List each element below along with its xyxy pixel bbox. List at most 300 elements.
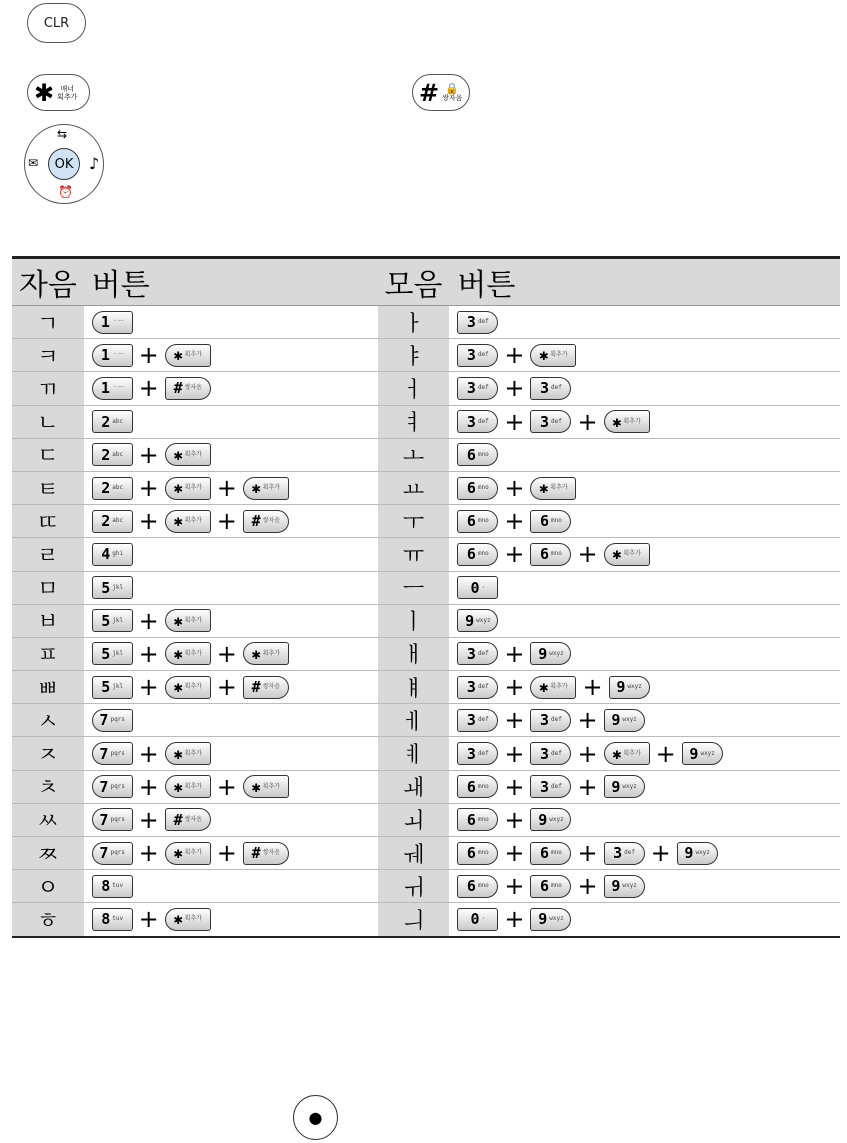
table-body	[12, 306, 840, 937]
star-key-icon: ✱ 획추가	[165, 775, 211, 798]
table-row	[12, 405, 840, 438]
key-1-icon: 1 ㆍㅡ	[92, 344, 133, 367]
key-7-icon: 7 pqrs	[92, 742, 133, 765]
key-2-icon: 2 abc	[92, 410, 133, 433]
key-3-icon: 3 def	[530, 410, 571, 433]
star-key-icon: ✱ 획추가	[165, 742, 211, 765]
star-key-icon: ✱ 획추가	[604, 742, 650, 765]
plus-sign: +	[138, 739, 159, 768]
key-digit: 5	[101, 578, 111, 597]
consonant-cell: ㅊ	[12, 770, 84, 803]
key-3-icon: 3 def	[457, 377, 498, 400]
consonant-cell: ㅆ	[12, 803, 84, 836]
table-row	[12, 339, 840, 372]
loop-icon: ⇆	[57, 127, 68, 141]
hash-key-icon: # 쌍자음	[243, 510, 289, 533]
consonant-cell: ㄲ	[12, 372, 84, 405]
plus-sign: +	[577, 772, 598, 801]
key-7-icon: 7 pqrs	[92, 709, 133, 732]
key-6-icon: 6 mno	[457, 510, 498, 533]
ok-key	[48, 148, 80, 180]
table-row	[12, 870, 840, 903]
plus-sign: +	[577, 872, 598, 901]
key-digit: 7	[99, 744, 109, 763]
table-row	[12, 770, 840, 803]
vowel-cell: ㅣ	[378, 604, 450, 637]
star-key-icon: ✱ 획추가	[243, 775, 289, 798]
key-9-icon: 9 wxyz	[677, 842, 718, 865]
plus-sign: +	[504, 872, 525, 901]
vowel-cell: ㅗ	[378, 438, 450, 471]
plus-sign: +	[138, 839, 159, 868]
vowel-keys-cell	[449, 372, 840, 405]
plus-sign: +	[216, 839, 237, 868]
consonant-cell: ㄴ	[12, 405, 84, 438]
consonant-cell: ㅉ	[12, 837, 84, 870]
consonant-cell: ㅁ	[12, 571, 84, 604]
plus-sign: +	[655, 739, 676, 768]
vowel-cell: ㅔ	[378, 704, 450, 737]
key-digit: 9	[684, 844, 694, 863]
star-key-icon: ✱ 획추가	[165, 477, 211, 500]
plus-sign: +	[138, 639, 159, 668]
alarm-icon: ⏰	[58, 185, 73, 199]
vowel-keys-cell	[449, 903, 840, 937]
key-digit: 1	[100, 346, 110, 365]
consonant-cell: ㅇ	[12, 870, 84, 903]
ok-label: OK	[54, 156, 74, 172]
key-6-icon: 6 mno	[457, 477, 498, 500]
key-9-icon: 9 wxyz	[457, 609, 498, 632]
key-6-icon: 6 mno	[530, 875, 571, 898]
key-7-icon: 7 pqrs	[92, 808, 133, 831]
key-digit: 9	[616, 678, 626, 697]
hash-key-icon: # 쌍자음	[165, 808, 211, 831]
star-key-icon: ✱ 획추가	[530, 477, 576, 500]
vowel-keys-cell	[449, 438, 840, 471]
key-digit: 7	[99, 711, 109, 730]
center-key-icon: ●	[293, 1095, 338, 1140]
key-digit: 0	[470, 910, 480, 929]
key-6-icon: 6 mno	[530, 543, 571, 566]
consonant-keys-cell	[84, 870, 378, 903]
consonant-keys-cell	[84, 538, 378, 571]
key-5-icon: 5 jkl	[92, 642, 133, 665]
plus-sign: +	[138, 507, 159, 536]
table-row	[12, 538, 840, 571]
plus-sign: +	[504, 407, 525, 436]
table-row	[12, 737, 840, 770]
plus-sign: +	[504, 507, 525, 536]
hangul-key-table	[12, 256, 840, 938]
hash-key-icon: # 쌍자음	[243, 676, 289, 699]
consonant-cell: ㄸ	[12, 505, 84, 538]
key-9-icon: 9 wxyz	[604, 709, 645, 732]
consonant-keys-cell	[84, 704, 378, 737]
table-row	[12, 306, 840, 339]
key-digit: 3	[466, 644, 476, 663]
key-digit: 6	[466, 445, 476, 464]
key-digit: 6	[540, 545, 550, 564]
key-digit: 5	[101, 611, 111, 630]
key-digit: 6	[466, 844, 476, 863]
key-9-icon: 9 wxyz	[530, 642, 571, 665]
key-digit: 3	[466, 412, 476, 431]
clr-key-icon	[27, 3, 86, 43]
vowel-keys-cell	[449, 471, 840, 504]
plus-sign: +	[504, 805, 525, 834]
key-1-icon: 1 ㆍㅡ	[92, 377, 133, 400]
plus-sign: +	[504, 374, 525, 403]
key-3-icon: 3 def	[457, 642, 498, 665]
consonant-cell: ㅅ	[12, 704, 84, 737]
header-vowel-button: 버튼	[449, 258, 840, 306]
table-row	[12, 803, 840, 836]
consonant-keys-cell	[84, 372, 378, 405]
vowel-cell: ㅒ	[378, 671, 450, 704]
key-digit: 8	[101, 877, 111, 896]
key-digit: 7	[99, 777, 109, 796]
key-digit: 3	[540, 744, 550, 763]
plus-sign: +	[504, 839, 525, 868]
key-0-icon: 0 ·	[457, 576, 498, 599]
key-digit: 8	[101, 910, 111, 929]
key-digit: 3	[540, 379, 550, 398]
key-digit: 2	[101, 445, 111, 464]
vowel-cell: ㅞ	[378, 837, 450, 870]
plus-sign: +	[138, 805, 159, 834]
vowel-cell: ㅐ	[378, 637, 450, 670]
star-caption-1: 매너	[60, 84, 75, 93]
star-key-icon	[27, 74, 90, 111]
plus-sign: +	[577, 706, 598, 735]
consonant-keys-cell	[84, 306, 378, 339]
envelope-icon: ✉	[28, 156, 39, 170]
key-digit: 6	[540, 844, 550, 863]
key-digit: 7	[99, 810, 109, 829]
consonant-keys-cell	[84, 837, 378, 870]
consonant-cell: ㄱ	[12, 306, 84, 339]
key-digit: 3	[466, 346, 476, 365]
key-2-icon: 2 abc	[92, 477, 133, 500]
consonant-keys-cell	[84, 903, 378, 937]
key-digit: 3	[466, 678, 476, 697]
vowel-cell: ㅜ	[378, 505, 450, 538]
plus-sign: +	[216, 673, 237, 702]
table-row	[12, 438, 840, 471]
consonant-cell: ㅎ	[12, 903, 84, 937]
key-6-icon: 6 mno	[457, 443, 498, 466]
hash-key-icon	[412, 74, 470, 111]
star-key-icon: ✱ 획추가	[165, 443, 211, 466]
key-digit: 6	[466, 479, 476, 498]
vowel-cell: ㅠ	[378, 538, 450, 571]
plus-sign: +	[504, 639, 525, 668]
key-digit: 3	[466, 744, 476, 763]
vowel-cell: ㅙ	[378, 770, 450, 803]
vowel-keys-cell	[449, 637, 840, 670]
key-6-icon: 6 mno	[530, 842, 571, 865]
plus-sign: +	[504, 772, 525, 801]
plus-sign: +	[504, 341, 525, 370]
table-row	[12, 671, 840, 704]
plus-sign: +	[138, 606, 159, 635]
plus-sign: +	[216, 772, 237, 801]
key-digit: 3	[466, 313, 476, 332]
vowel-keys-cell	[449, 571, 840, 604]
key-6-icon: 6 mno	[457, 875, 498, 898]
consonant-keys-cell	[84, 770, 378, 803]
star-key-icon: ✱ 획추가	[604, 543, 650, 566]
star-key-icon: ✱ 획추가	[165, 510, 211, 533]
table-row	[12, 903, 840, 937]
clr-key-label: CLR	[43, 15, 70, 31]
consonant-cell: ㅂ	[12, 604, 84, 637]
key-3-icon: 3 def	[457, 676, 498, 699]
key-9-icon: 9 wxyz	[530, 908, 571, 931]
plus-sign: +	[577, 407, 598, 436]
consonant-keys-cell	[84, 671, 378, 704]
key-digit: 9	[538, 910, 548, 929]
vowel-keys-cell	[449, 704, 840, 737]
hash-key-icon: # 쌍자음	[165, 377, 211, 400]
consonant-keys-cell	[84, 604, 378, 637]
star-key-icon: ✱ 획추가	[165, 842, 211, 865]
consonant-cell: ㅌ	[12, 471, 84, 504]
key-7-icon: 7 pqrs	[92, 842, 133, 865]
consonant-cell: ㅋ	[12, 339, 84, 372]
key-digit: 2	[101, 479, 111, 498]
plus-sign: +	[216, 474, 237, 503]
key-digit: 3	[466, 711, 476, 730]
vowel-cell: ㅢ	[378, 903, 450, 937]
table-row	[12, 505, 840, 538]
vowel-keys-cell	[449, 538, 840, 571]
key-8-icon: 8 tuv	[92, 875, 133, 898]
key-5-icon: 5 jkl	[92, 609, 133, 632]
key-3-icon: 3 def	[530, 775, 571, 798]
vowel-keys-cell	[449, 803, 840, 836]
key-2-icon: 2 abc	[92, 443, 133, 466]
key-digit: 9	[689, 744, 699, 763]
key-digit: 4	[101, 545, 111, 564]
key-3-icon: 3 def	[530, 377, 571, 400]
key-digit: 3	[540, 412, 550, 431]
key-9-icon: 9 wxyz	[604, 875, 645, 898]
key-digit: 2	[101, 412, 111, 431]
consonant-keys-cell	[84, 471, 378, 504]
header-vowel: 모음	[378, 258, 450, 306]
vowel-keys-cell	[449, 770, 840, 803]
plus-sign: +	[504, 474, 525, 503]
plus-sign: +	[577, 839, 598, 868]
vowel-cell: ㅚ	[378, 803, 450, 836]
star-key-icon: ✱ 획추가	[604, 410, 650, 433]
consonant-keys-cell	[84, 405, 378, 438]
key-3-icon: 3 def	[457, 742, 498, 765]
vowel-cell: ㅡ	[378, 571, 450, 604]
key-3-icon: 3 def	[457, 344, 498, 367]
vowel-cell: ㅓ	[378, 372, 450, 405]
plus-sign: +	[504, 739, 525, 768]
plus-sign: +	[216, 639, 237, 668]
key-digit: 0	[470, 578, 480, 597]
header-consonant-button: 버튼	[84, 258, 378, 306]
plus-sign: +	[138, 772, 159, 801]
hash-caption: 쌍자음	[442, 94, 463, 102]
key-3-icon: 3 def	[530, 742, 571, 765]
consonant-cell: ㅃ	[12, 671, 84, 704]
key-1-icon: 1 ㆍㅡ	[92, 311, 133, 334]
key-3-icon: 3 def	[604, 842, 645, 865]
table-row	[12, 471, 840, 504]
plus-sign: +	[138, 341, 159, 370]
consonant-keys-cell	[84, 339, 378, 372]
consonant-keys-cell	[84, 505, 378, 538]
table-row	[12, 837, 840, 870]
key-digit: 6	[540, 877, 550, 896]
key-digit: 6	[466, 877, 476, 896]
vowel-keys-cell	[449, 671, 840, 704]
nav-key-icon	[24, 124, 104, 204]
plus-sign: +	[650, 839, 671, 868]
vowel-cell: ㅏ	[378, 306, 450, 339]
consonant-keys-cell	[84, 438, 378, 471]
key-6-icon: 6 mno	[457, 808, 498, 831]
vowel-keys-cell	[449, 737, 840, 770]
vowel-keys-cell	[449, 405, 840, 438]
table-header-row	[12, 258, 840, 306]
key-6-icon: 6 mno	[530, 510, 571, 533]
key-8-icon: 8 tuv	[92, 908, 133, 931]
key-digit: 9	[465, 611, 475, 630]
plus-sign: +	[138, 905, 159, 934]
vowel-cell: ㅕ	[378, 405, 450, 438]
key-digit: 1	[100, 379, 110, 398]
vowel-keys-cell	[449, 306, 840, 339]
vowel-keys-cell	[449, 339, 840, 372]
plus-sign: +	[577, 540, 598, 569]
key-digit: 1	[100, 313, 110, 332]
plus-sign: +	[504, 905, 525, 934]
hash-symbol: #	[419, 78, 440, 107]
consonant-cell: ㅍ	[12, 637, 84, 670]
key-5-icon: 5 jkl	[92, 676, 133, 699]
table-row	[12, 637, 840, 670]
star-caption-2: 획추가	[57, 92, 78, 101]
key-2-icon: 2 abc	[92, 510, 133, 533]
key-digit: 3	[540, 777, 550, 796]
key-digit: 9	[611, 711, 621, 730]
star-symbol: ✱	[34, 78, 55, 107]
key-digit: 9	[538, 810, 548, 829]
hash-key-icon: # 쌍자음	[243, 842, 289, 865]
star-key-icon: ✱ 획추가	[165, 676, 211, 699]
consonant-keys-cell	[84, 571, 378, 604]
key-digit: 7	[99, 844, 109, 863]
consonant-keys-cell	[84, 637, 378, 670]
plus-sign: +	[504, 673, 525, 702]
key-7-icon: 7 pqrs	[92, 775, 133, 798]
key-digit: 2	[101, 512, 111, 531]
lock-icon: 🔒	[445, 82, 460, 95]
plus-sign: +	[138, 374, 159, 403]
key-5-icon: 5 jkl	[92, 576, 133, 599]
key-6-icon: 6 mno	[457, 775, 498, 798]
vowel-keys-cell	[449, 505, 840, 538]
key-9-icon: 9 wxyz	[609, 676, 650, 699]
star-key-icon: ✱ 획추가	[530, 676, 576, 699]
table-row	[12, 372, 840, 405]
consonant-keys-cell	[84, 803, 378, 836]
consonant-keys-cell	[84, 737, 378, 770]
plus-sign: +	[577, 739, 598, 768]
table-row	[12, 571, 840, 604]
vowel-keys-cell	[449, 870, 840, 903]
key-digit: 9	[611, 877, 621, 896]
key-digit: 3	[466, 379, 476, 398]
key-digit: 3	[613, 844, 623, 863]
star-key-icon: ✱ 획추가	[530, 344, 576, 367]
key-6-icon: 6 mno	[457, 543, 498, 566]
table-row	[12, 604, 840, 637]
table-row	[12, 704, 840, 737]
plus-sign: +	[216, 507, 237, 536]
vowel-cell: ㅛ	[378, 471, 450, 504]
key-digit: 6	[466, 810, 476, 829]
plus-sign: +	[138, 440, 159, 469]
plus-sign: +	[504, 706, 525, 735]
plus-sign: +	[582, 673, 603, 702]
key-digit: 6	[540, 512, 550, 531]
key-digit: 6	[466, 777, 476, 796]
key-digit: 5	[101, 678, 111, 697]
star-key-icon: ✱ 획추가	[165, 642, 211, 665]
key-digit: 5	[101, 644, 111, 663]
key-3-icon: 3 def	[457, 709, 498, 732]
plus-sign: +	[504, 540, 525, 569]
star-key-icon: ✱ 획추가	[165, 609, 211, 632]
plus-sign: +	[138, 673, 159, 702]
key-9-icon: 9 wxyz	[682, 742, 723, 765]
key-9-icon: 9 wxyz	[530, 808, 571, 831]
key-0-icon: 0 ·	[457, 908, 498, 931]
key-6-icon: 6 mno	[457, 842, 498, 865]
star-key-icon: ✱ 획추가	[243, 477, 289, 500]
vowel-cell: ㅑ	[378, 339, 450, 372]
star-key-icon: ✱ 획추가	[165, 344, 211, 367]
vowel-cell: ㅟ	[378, 870, 450, 903]
consonant-cell: ㄷ	[12, 438, 84, 471]
key-3-icon: 3 def	[457, 410, 498, 433]
music-note-icon: ♪	[89, 154, 100, 173]
key-digit: 6	[466, 512, 476, 531]
vowel-cell: ㅖ	[378, 737, 450, 770]
key-3-icon: 3 def	[530, 709, 571, 732]
consonant-cell: ㅈ	[12, 737, 84, 770]
key-digit: 3	[540, 711, 550, 730]
key-digit: 9	[611, 777, 621, 796]
consonant-cell: ㄹ	[12, 538, 84, 571]
header-consonant: 자음	[12, 258, 84, 306]
key-9-icon: 9 wxyz	[604, 775, 645, 798]
plus-sign: +	[138, 474, 159, 503]
key-4-icon: 4 ghi	[92, 543, 133, 566]
vowel-keys-cell	[449, 837, 840, 870]
star-key-icon: ✱ 획추가	[243, 642, 289, 665]
key-3-icon: 3 def	[457, 311, 498, 334]
vowel-keys-cell	[449, 604, 840, 637]
